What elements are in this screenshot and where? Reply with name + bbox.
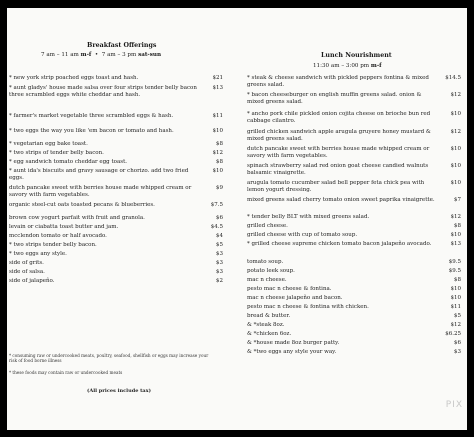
item-price: $3 <box>216 251 223 257</box>
item-price: $10 <box>450 286 461 292</box>
item-name: mixed greens salad cherry tomato onion sweet paprika vinaigrette. <box>247 197 435 203</box>
item-name: arugula tomato cucumber salad bell pepper feta chick pea with lemon yogurt dressing. <box>247 180 425 194</box>
breakfast-menu-item <box>9 251 223 258</box>
item-name: * egg sandwich tomato cheddar egg toast. <box>9 159 128 165</box>
item-name: mac n cheese. <box>247 277 287 283</box>
lunch-menu-item <box>247 241 461 248</box>
item-price: $2 <box>216 278 223 284</box>
item-price: $13 <box>212 85 223 91</box>
lunch-menu-item <box>247 92 461 106</box>
lunch-menu-item <box>247 304 461 311</box>
item-price: $11 <box>450 304 461 310</box>
breakfast-menu-item <box>9 260 223 267</box>
lunch-menu-item <box>247 286 461 293</box>
item-price: $5 <box>216 242 223 248</box>
item-name: * vegetarian egg bake toast. <box>9 141 88 147</box>
lunch-menu-item <box>247 146 461 160</box>
item-name: * two eggs the way you like 'em bacon or tomato and hash. <box>9 128 174 134</box>
lunch-days: m-f <box>370 63 382 69</box>
lunch-menu-item <box>247 111 461 125</box>
weekend-days: sat-sun <box>138 52 162 58</box>
breakfast-menu-item <box>9 128 223 135</box>
lunch-menu-item <box>247 129 461 143</box>
item-name: tomato soup. <box>247 259 284 265</box>
item-price: $8 <box>216 159 223 165</box>
item-name: grilled chicken sandwich apple arugula gruyere honey mustard & mixed greens salad. <box>247 129 431 143</box>
item-price: $9 <box>216 185 223 191</box>
breakfast-menu-item <box>9 75 223 82</box>
item-name: & *chicken 6oz. <box>247 331 292 337</box>
breakfast-menu-item <box>9 242 223 249</box>
item-name: organic steel-cut oats toasted pecans & blueberries. <box>9 202 155 208</box>
item-name: spinach strawberry salad red onion goat cheese candied walnuts balsamic vinaigrette. <box>247 163 429 177</box>
item-name: * two eggs any style. <box>9 251 67 257</box>
item-price: $3 <box>216 269 223 275</box>
lunch-menu-item <box>247 277 461 284</box>
item-name: * ancho pork chile pickled onion cojita cheese on brioche bun red cabbage cilantro. <box>247 111 431 125</box>
item-price: $5 <box>454 313 461 319</box>
item-price: $6 <box>454 340 461 346</box>
item-price: $10 <box>450 180 461 186</box>
item-price: $7 <box>454 197 461 203</box>
breakfast-menu-item <box>9 278 223 285</box>
item-price: $21 <box>212 75 223 81</box>
lunch-menu-item <box>247 331 461 338</box>
lunch-hours <box>313 63 382 69</box>
weekend-time: 7 am – 3 pm <box>101 52 137 58</box>
item-price: $10 <box>450 111 461 117</box>
item-price: $12 <box>212 150 223 156</box>
breakfast-menu-item <box>9 185 223 199</box>
item-price: $12 <box>450 129 461 135</box>
lunch-menu-item <box>247 340 461 347</box>
lunch-menu-item <box>247 313 461 320</box>
breakfast-menu-item <box>9 215 223 222</box>
item-name: dutch pancake sweet with berries house made whipped cream or savory with farm vegetables. <box>247 146 430 160</box>
item-name: * grilled cheese supreme chicken tomato bacon jalapeño avocado. <box>247 241 432 247</box>
item-name: * two strips of tender belly bacon. <box>9 150 104 156</box>
breakfast-menu-item <box>9 224 223 231</box>
item-name: side of jalapeño. <box>9 278 55 284</box>
item-price: $8 <box>216 141 223 147</box>
item-name: side of salsa. <box>9 269 45 275</box>
item-price: $8 <box>454 277 461 283</box>
lunch-menu-item <box>247 214 461 221</box>
lunch-menu-item <box>247 75 461 89</box>
breakfast-hours: 7 am – 11 am m-f • 7 am – 3 pm sat-sun <box>41 52 162 58</box>
lunch-menu-item <box>247 232 461 239</box>
item-name: * new york strip poached eggs toast and hash. <box>9 75 139 81</box>
item-name: * tender belly BLT with mixed greens salad. <box>247 214 370 220</box>
item-price: $12 <box>450 322 461 328</box>
menu-page <box>7 8 467 430</box>
lunch-menu-item <box>247 197 461 204</box>
lunch-menu-item <box>247 322 461 329</box>
item-price: $9.5 <box>448 268 461 274</box>
item-name: & *steak 8oz. <box>247 322 285 328</box>
weekday-time: 7 am – 11 am <box>41 52 79 58</box>
lunch-menu-item <box>247 180 461 194</box>
item-name: brown cow yogurt parfait with fruit and granola. <box>9 215 145 221</box>
breakfast-menu-item <box>9 269 223 276</box>
item-price: $13 <box>450 241 461 247</box>
breakfast-menu-item <box>9 159 223 166</box>
item-price: $10 <box>450 163 461 169</box>
footnote: * consuming raw or undercooked meats, poultry, seafood, shellfish or eggs may increase your risk of food borne illness <box>9 353 209 364</box>
item-name: * aunt gladys' house made salsa over four strips tender belly bacon three scrambled eggs white cheddar and hash. <box>9 85 197 99</box>
item-price: $9.5 <box>448 259 461 265</box>
item-price: $3 <box>454 349 461 355</box>
item-price: $10 <box>450 146 461 152</box>
item-name: potato leek soup. <box>247 268 295 274</box>
item-price: $10 <box>212 128 223 134</box>
item-price: $3 <box>216 260 223 266</box>
item-price: $7.5 <box>210 202 223 208</box>
item-price: $12 <box>450 214 461 220</box>
item-name: pesto mac n cheese & fontina with chicken. <box>247 304 369 310</box>
lunch-menu-item <box>247 268 461 275</box>
item-name: * steak & cheese sandwich with pickled peppers fontina & mixed greens salad. <box>247 75 429 89</box>
item-name: bread & butter. <box>247 313 291 319</box>
item-price: $10 <box>212 168 223 174</box>
item-name: levain or ciabatta toast butter and jam. <box>9 224 119 230</box>
item-price: $6.25 <box>445 331 461 337</box>
breakfast-menu-item <box>9 233 223 240</box>
footnote: * these foods may contain raw or undercooked meats <box>9 370 123 375</box>
item-price: $11 <box>212 113 223 119</box>
lunch-time: 11:30 am – 3:00 pm <box>313 63 370 69</box>
item-name: & *house made 8oz burger patty. <box>247 340 340 346</box>
weekday-days: m-f <box>80 52 92 58</box>
item-price: $6 <box>216 215 223 221</box>
lunch-menu-item <box>247 163 461 177</box>
lunch-menu-item <box>247 349 461 356</box>
item-name: mcclendon tomato or half avocado. <box>9 233 107 239</box>
item-price: $10 <box>450 295 461 301</box>
item-name: side of grits. <box>9 260 44 266</box>
item-price: $12 <box>450 92 461 98</box>
breakfast-menu-item <box>9 85 223 99</box>
item-price: $4 <box>216 233 223 239</box>
lunch-menu-item <box>247 259 461 266</box>
item-name: * farmer's market vegetable three scrambled eggs & hash. <box>9 113 174 119</box>
item-name: grilled cheese with cup of tomato soup. <box>247 232 358 238</box>
item-price: $14.5 <box>445 75 461 81</box>
lunch-menu-item <box>247 223 461 230</box>
item-name: * two strips tender belly bacon. <box>9 242 97 248</box>
item-price: $8 <box>454 223 461 229</box>
item-name: pesto mac n cheese & fontina. <box>247 286 332 292</box>
lunch-title: Lunch Nourishment <box>321 52 392 59</box>
breakfast-menu-item <box>9 168 223 182</box>
tax-note: (All prices include tax) <box>87 388 152 394</box>
item-name: grilled cheese. <box>247 223 288 229</box>
breakfast-menu-item <box>9 113 223 120</box>
item-name: * bacon cheeseburger on english muffin greens salad. onion & mixed greens salad. <box>247 92 422 106</box>
item-price: $4.5 <box>210 224 223 230</box>
item-price: $10 <box>450 232 461 238</box>
item-name: & *two eggs any style your way. <box>247 349 337 355</box>
lunch-menu-item <box>247 295 461 302</box>
breakfast-title: Breakfast Offerings <box>87 42 157 49</box>
item-name: mac n cheese jalapeño and bacon. <box>247 295 343 301</box>
item-name: dutch pancake sweet with berries house made whipped cream or savory with farm vegetables. <box>9 185 192 199</box>
item-name: * aunt ida's biscuits and gravy sausage or chorizo. add two fried eggs. <box>9 168 189 182</box>
breakfast-menu-item <box>9 141 223 148</box>
watermark: PIX <box>445 400 463 410</box>
breakfast-menu-item <box>9 150 223 157</box>
breakfast-menu-item <box>9 202 223 209</box>
